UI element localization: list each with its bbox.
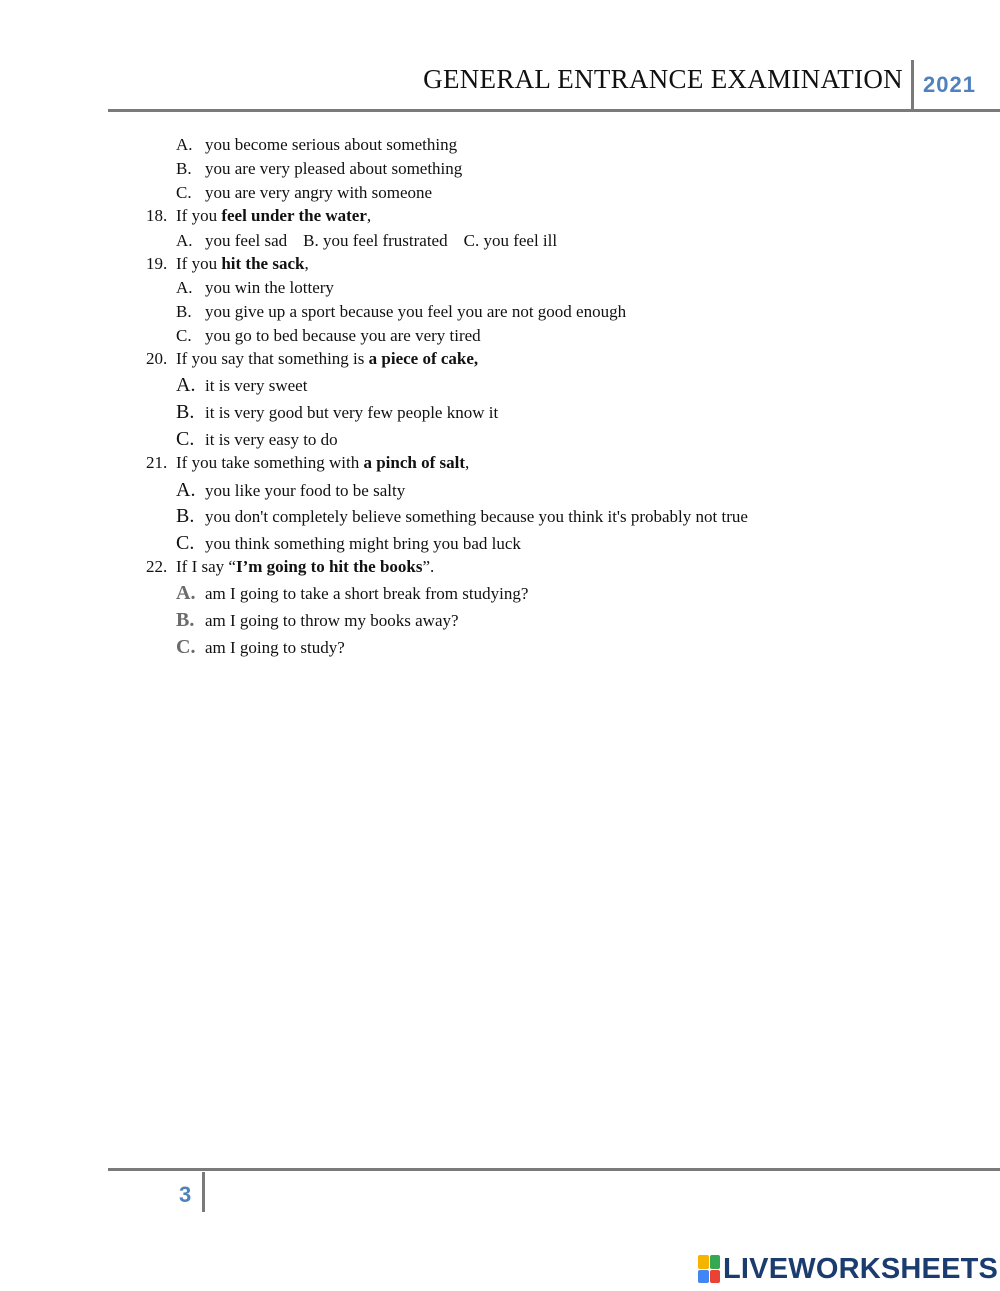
question-22	[146, 557, 434, 577]
option-text: you feel ill	[483, 231, 558, 250]
exam-year: 2021	[923, 72, 976, 97]
question-suffix: ,	[304, 254, 309, 273]
question-number: 21.	[146, 453, 168, 472]
header-divider	[911, 60, 914, 110]
q21-option-c[interactable]	[176, 533, 521, 554]
option-text: you like your food to be salty	[205, 481, 406, 500]
option-label: A.	[176, 135, 193, 154]
option-text: you give up a sport because you feel you are not good enough	[205, 302, 627, 321]
option-text: you are very angry with someone	[205, 183, 433, 202]
question-19	[146, 254, 309, 274]
q18-option-b[interactable]	[303, 231, 447, 250]
exam-title: GENERAL ENTRANCE EXAMINATION	[423, 64, 903, 94]
option-text: it is very sweet	[205, 376, 308, 395]
footer-rule	[108, 1168, 1000, 1171]
q20-option-b[interactable]	[176, 402, 498, 423]
option-label: B.	[303, 231, 319, 250]
option-label: B.	[176, 505, 195, 527]
question-number: 19.	[146, 254, 168, 273]
option-text: you feel sad	[205, 231, 288, 250]
liveworksheets-icon	[698, 1255, 720, 1283]
question-prefix: If you say that something is	[176, 349, 369, 368]
q20-option-c[interactable]	[176, 429, 338, 450]
q21-option-b[interactable]	[176, 506, 748, 527]
option-text: you are very pleased about something	[205, 159, 463, 178]
option-label: C.	[463, 231, 480, 250]
option-text: am I going to throw my books away?	[205, 611, 459, 630]
option-label: A.	[176, 479, 196, 501]
brand-name: LIVEWORKSHEETS	[723, 1252, 999, 1285]
option-text: it is very easy to do	[205, 430, 338, 449]
q19-option-c[interactable]	[176, 326, 481, 346]
option-label: C.	[176, 532, 195, 554]
idiom: I’m going to hit the books	[235, 557, 423, 576]
q17-option-b[interactable]	[176, 159, 462, 179]
question-number: 18.	[146, 206, 168, 225]
option-text: am I going to study?	[205, 638, 345, 657]
header-rule	[108, 109, 1000, 112]
q18-option-c[interactable]	[464, 231, 558, 250]
question-21	[146, 453, 469, 473]
idiom: a pinch of salt	[363, 453, 465, 472]
q21-option-a[interactable]	[176, 480, 405, 501]
q19-option-b[interactable]	[176, 302, 626, 322]
option-text: you become serious about something	[205, 135, 458, 154]
option-label: A.	[176, 374, 196, 396]
option-label: B.	[176, 159, 192, 178]
q20-option-a[interactable]	[176, 375, 307, 396]
option-text: you think something might bring you bad luck	[205, 534, 521, 553]
idiom: feel under the water	[221, 206, 367, 225]
q22-option-c[interactable]	[176, 637, 345, 658]
q18-option-a[interactable]	[176, 231, 287, 250]
option-label: C.	[176, 183, 192, 202]
q22-option-b[interactable]	[176, 610, 459, 631]
footer-divider	[202, 1172, 205, 1212]
option-text: am I going to take a short break from studying?	[205, 584, 529, 603]
question-number: 22.	[146, 557, 168, 576]
liveworksheets-logo[interactable]	[698, 1253, 998, 1285]
q22-option-a[interactable]	[176, 583, 528, 604]
q17-option-c[interactable]	[176, 183, 432, 203]
idiom: a piece of cake,	[368, 349, 479, 368]
question-suffix: ,	[366, 206, 372, 225]
option-label: B.	[176, 302, 192, 321]
option-text: you feel frustrated	[322, 231, 448, 250]
option-text: you go to bed because you are very tired	[205, 326, 481, 345]
question-suffix: ”.	[422, 557, 435, 576]
q18-options-row	[176, 231, 557, 251]
question-number: 20.	[146, 349, 168, 368]
option-text: you win the lottery	[205, 278, 334, 297]
option-label: A.	[176, 582, 196, 604]
option-label: B.	[176, 609, 195, 631]
option-label: A.	[176, 278, 193, 297]
question-18	[146, 206, 371, 226]
option-label: B.	[176, 401, 195, 423]
question-prefix: If you	[176, 254, 222, 273]
q17-option-a[interactable]	[176, 135, 457, 155]
question-prefix: If you take something with	[176, 453, 364, 472]
page-number: 3	[179, 1182, 192, 1207]
question-20	[146, 349, 478, 369]
option-label: C.	[176, 636, 196, 658]
question-prefix: If I say “	[176, 557, 236, 576]
idiom: hit the sack	[221, 254, 305, 273]
option-label: C.	[176, 428, 195, 450]
option-label: C.	[176, 326, 192, 345]
question-prefix: If you	[176, 206, 222, 225]
q19-option-a[interactable]	[176, 278, 334, 298]
question-suffix: ,	[465, 453, 470, 472]
option-text: you don't completely believe something because you think it's probably not true	[205, 507, 748, 526]
option-label: A.	[176, 231, 193, 250]
option-text: it is very good but very few people know it	[205, 403, 499, 422]
